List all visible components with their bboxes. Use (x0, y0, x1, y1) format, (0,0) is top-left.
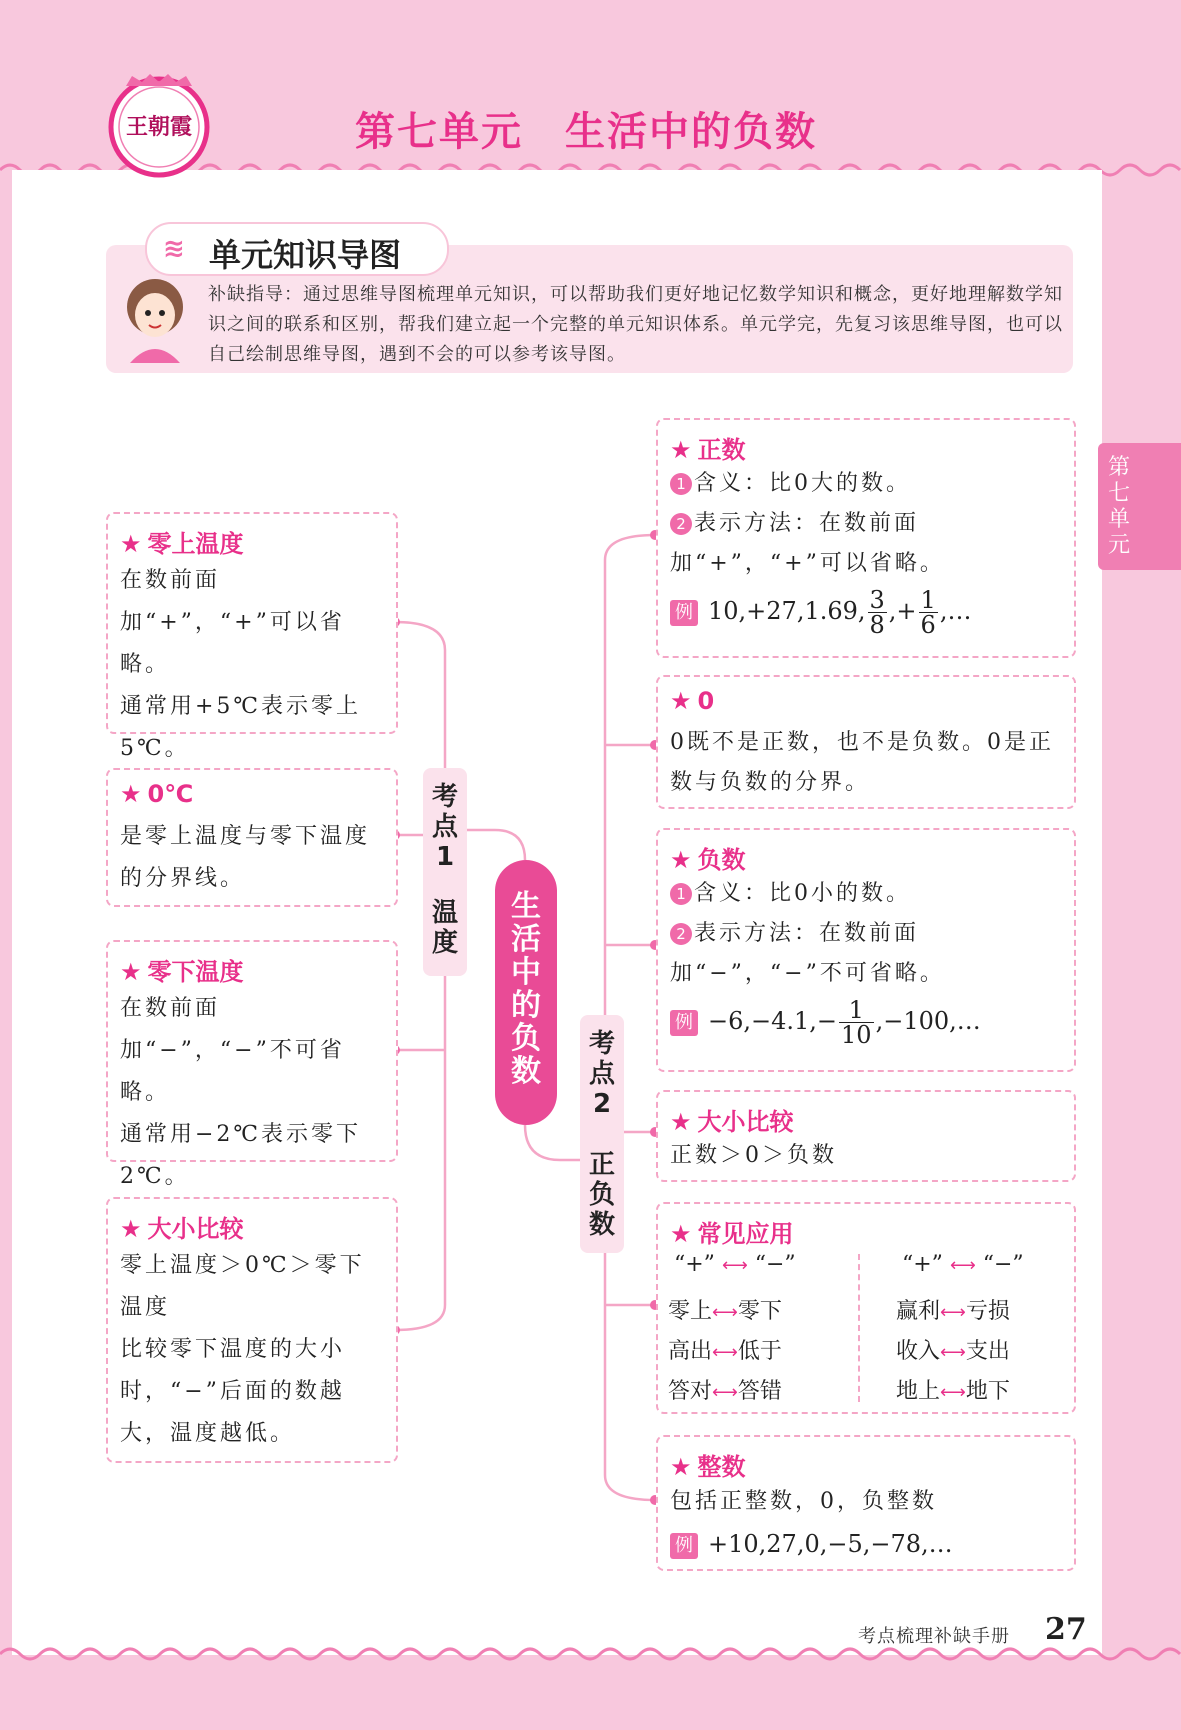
box-title: 零上温度 (147, 530, 244, 558)
column-divider (858, 1254, 860, 1402)
footer-book-title: 考点梳理补缺手册 (858, 1626, 1010, 1647)
example-text: +10,27,0,−5,−78,… (708, 1530, 953, 1558)
box-title: 大小比较 (697, 1108, 794, 1136)
kaodian2-label (580, 1015, 624, 1253)
star-icon: ★ (670, 1220, 692, 1248)
box-text: 是零上温度与零下温度的分界线。 (120, 824, 371, 891)
app-row: 收入⟷支出 (896, 1339, 1010, 1364)
box-below-zero (106, 940, 398, 1189)
box-text: 在数前面加“+”，“+”可以省略。 (120, 568, 345, 677)
box-title: 常见应用 (697, 1220, 794, 1248)
star-icon: ★ (120, 1215, 142, 1243)
box-title: 大小比较 (147, 1215, 244, 1243)
number-badge: 2 (670, 923, 692, 945)
example-text: ,+ (888, 597, 917, 625)
star-icon: ★ (670, 1453, 692, 1481)
box-temperature-compare (106, 1197, 398, 1463)
fraction-numerator: 1 (920, 586, 936, 614)
box-text: 通常用−2℃表示零下2℃。 (120, 1122, 362, 1189)
app-row: 地上⟷地下 (896, 1379, 1010, 1404)
number-badge: 2 (670, 513, 692, 535)
box-negative-numbers (656, 828, 1076, 1072)
section-heading-label: 单元知识导图 (209, 236, 402, 274)
fraction-denominator: 8 (869, 611, 885, 639)
box-common-applications (656, 1202, 1076, 1414)
star-icon: ★ (120, 958, 142, 986)
box-text: 正数＞0＞负数 (670, 1143, 837, 1168)
box-text: 0既不是正数，也不是负数。0是正数与负数的分界。 (670, 730, 1054, 795)
star-icon: ★ (120, 530, 142, 558)
box-title: 整数 (697, 1453, 746, 1481)
box-title: 负数 (697, 846, 746, 874)
app-row: 答对⟷答错 (668, 1379, 782, 1404)
star-icon: ★ (670, 436, 692, 464)
box-text: 通常用+5℃表示零上5℃。 (120, 694, 362, 761)
number-badge: 1 (670, 883, 692, 905)
fraction-denominator: 6 (920, 611, 936, 639)
app-row: 赢利⟷亏损 (896, 1299, 1010, 1324)
box-title: 0℃ (147, 780, 194, 808)
box-zero-degree (106, 768, 398, 907)
example-tag: 例 (670, 1533, 698, 1559)
box-integers (656, 1435, 1076, 1571)
svg-text:王朝霞: 王朝霞 (125, 114, 193, 140)
unit-side-tab-label: 第七单元 (1108, 455, 1131, 558)
star-icon: ★ (670, 687, 692, 715)
app-row: “+” ⟷ “−” (902, 1252, 1024, 1277)
box-text: 含义：比0大的数。 (694, 471, 911, 496)
kaodian1-title: 考点1 (432, 782, 459, 872)
app-row: 高出⟷低于 (668, 1339, 782, 1364)
star-icon: ★ (670, 1108, 692, 1136)
example-text: ,−100,… (875, 1007, 981, 1035)
number-badge: 1 (670, 473, 692, 495)
box-text: 在数前面加“−”，“−”不可省略。 (120, 996, 345, 1105)
kaodian2-title: 考点2 (589, 1029, 616, 1119)
app-row: 零上⟷零下 (668, 1299, 782, 1324)
box-text: 表示方法：在数前面加“−”，“−”不可省略。 (670, 921, 945, 986)
star-icon: ★ (670, 846, 692, 874)
box-title: 正数 (697, 436, 746, 464)
fraction (868, 588, 887, 637)
wave-icon: ≋ (163, 234, 185, 264)
box-text: 包括正整数，0，负整数 (670, 1489, 937, 1514)
guide-text: 补缺指导：通过思维导图梳理单元知识，可以帮助我们更好地记忆数学知识和概念，更好地理解数学知识之间的联系和区别，帮我们建立起一个完整的单元知识体系。单元学完，先复习该思维导图，也可以自己绘制思维导图，遇到不会的可以参考该导图。 (208, 284, 1063, 365)
example-tag: 例 (670, 600, 698, 626)
fraction-numerator: 1 (839, 998, 874, 1023)
central-topic-label: 生活中的负数 (511, 889, 541, 1089)
example-text: −6,−4.1,− (708, 1007, 838, 1035)
page-number: 27 (1045, 1612, 1087, 1647)
app-row: “+” ⟷ “−” (674, 1252, 796, 1277)
star-icon: ★ (120, 780, 142, 808)
box-positive-numbers (656, 418, 1076, 658)
box-text: 表示方法：在数前面加“+”，“+”可以省略。 (670, 511, 945, 576)
box-zero (656, 675, 1076, 809)
kaodian1-topic: 温度 (432, 898, 459, 958)
box-text: 含义：比0小的数。 (694, 881, 911, 906)
example-text: 10,+27,1.69, (708, 597, 866, 625)
central-topic (495, 860, 557, 1125)
box-above-zero (106, 512, 398, 761)
example-tag: 例 (670, 1010, 698, 1036)
example-text: ,… (939, 597, 972, 625)
page-title: 第七单元 生活中的负数 (355, 109, 817, 155)
box-title: 零下温度 (147, 958, 244, 986)
box-number-compare (656, 1090, 1076, 1182)
fraction-numerator: 3 (869, 586, 885, 614)
box-text: 零上温度＞0℃＞零下温度 (120, 1253, 365, 1320)
box-title: 0 (697, 687, 715, 715)
fraction (839, 998, 874, 1047)
fraction (919, 588, 938, 637)
fraction-denominator: 10 (841, 1021, 872, 1049)
kaodian2-topic: 正负数 (589, 1150, 616, 1240)
box-text: 比较零下温度的大小时，“−”后面的数越大，温度越低。 (120, 1337, 346, 1446)
kaodian1-label (423, 768, 467, 976)
